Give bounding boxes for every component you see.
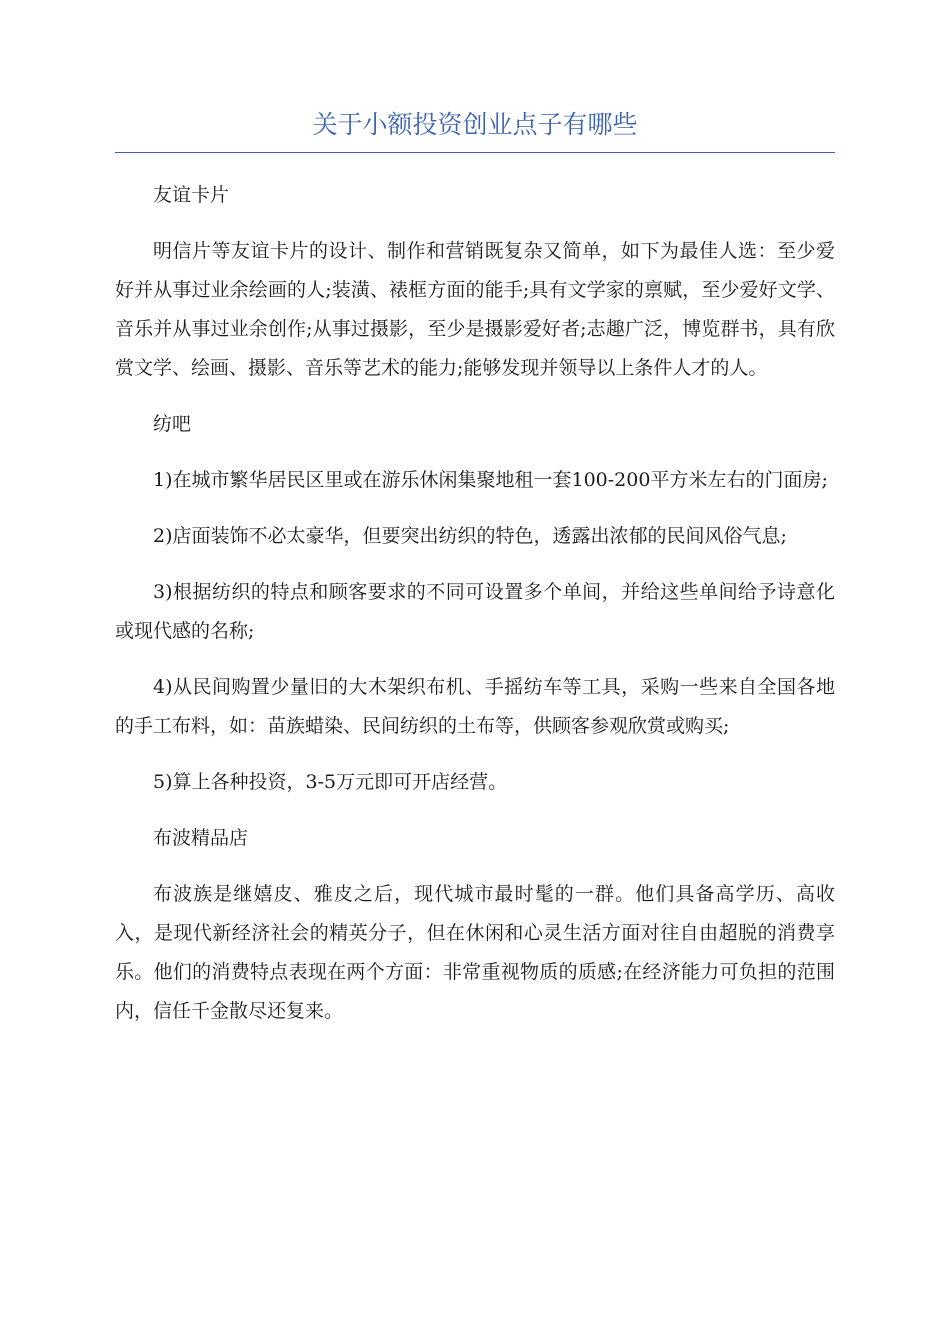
document-title: 关于小额投资创业点子有哪些	[115, 108, 835, 153]
paragraph: 布波族是继嬉皮、雅皮之后，现代城市最时髦的一群。他们具备高学历、高收入，是现代新经济社会的精英分子，但在休闲和心灵生活方面对往自由超脱的消费享乐。他们的消费特点表现在两个方面：非常重视物质的质感;在经济能力可负担的范围内，信任千金散尽还复来。	[115, 883, 835, 1022]
list-item: 4)从民间购置少量旧的大木架织布机、手摇纺车等工具，采购一些来自全国各地的手工布料，如：苗族蜡染、民间纺织的土布等，供顾客参观欣赏或购买;	[115, 676, 835, 737]
paragraph: 明信片等友谊卡片的设计、制作和营销既复杂又简单，如下为最佳人选：至少爱好并从事过业余绘画的人;装潢、裱框方面的能手;具有文学家的禀赋，至少爱好文学、音乐并从事过业余创作;从事过摄影，至少是摄影爱好者;志趣广泛，博览群书，具有欣赏文学、绘画、摄影、音乐等艺术的能力;能够发现并领导以上条件人才的人。	[115, 240, 835, 379]
list-item: 2)店面装饰不必太豪华，但要突出纺织的特色，透露出浓郁的民间风俗气息;	[153, 525, 787, 547]
section-heading-friendship-cards: 友谊卡片	[153, 184, 230, 206]
list-item: 5)算上各种投资，3-5万元即可开店经营。	[153, 771, 508, 793]
document-body	[115, 176, 835, 1031]
section-heading-bobo-boutique: 布波精品店	[153, 827, 249, 849]
section-heading-textile-bar: 纺吧	[153, 413, 192, 435]
document-page	[115, 108, 835, 1048]
list-item: 3)根据纺织的特点和顾客要求的不同可设置多个单间，并给这些单间给予诗意化或现代感的名称;	[115, 581, 835, 642]
list-item: 1)在城市繁华居民区里或在游乐休闲集聚地租一套100-200平方米左右的门面房;	[153, 469, 828, 491]
